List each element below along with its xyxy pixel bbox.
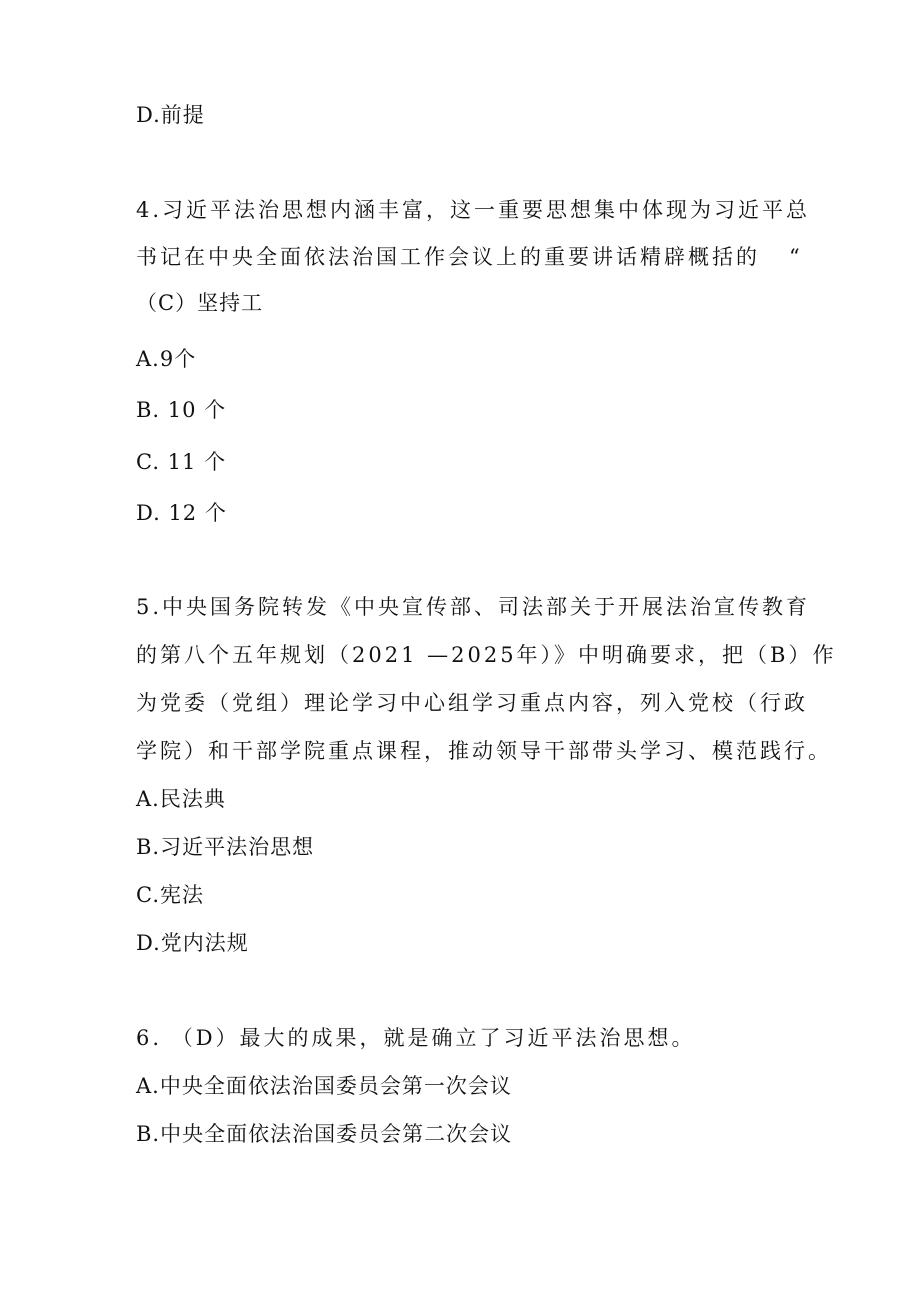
- q6-option-a: A.中央全面依法治国委员会第一次会议: [136, 1074, 512, 1098]
- q5-option-b: B.习近平法治思想: [136, 835, 315, 859]
- q5-option-a: A.民法典: [136, 787, 226, 811]
- q5-line-3: 为党委（党组）理论学习中心组学习重点内容，列入党校（行政: [136, 691, 808, 715]
- q5-line-1: 5.中央国务院转发《中央宣传部、司法部关于开展法治宣传教育: [136, 595, 811, 619]
- q4-line-3: （C）坚持工: [136, 291, 264, 315]
- q4-option-d: D. 12 个: [136, 501, 227, 525]
- q6-option-b: B.中央全面依法治国委员会第二次会议: [136, 1122, 513, 1146]
- q5-option-d: D.党内法规: [136, 931, 249, 955]
- prev-option-d: D.前提: [136, 103, 205, 127]
- q5-option-c: C.宪法: [136, 883, 204, 907]
- q5-line-2: 的第八个五年规划（2021 —2025年）》中明确要求，把（B）作: [136, 643, 837, 667]
- q4-line-2: 书记在中央全面依法治国工作会议上的重要讲话精辟概括的 “: [136, 245, 803, 269]
- q4-option-b: B. 10 个: [136, 398, 227, 422]
- q4-option-c: C. 11 个: [136, 450, 227, 474]
- q6-line-1: 6. （D）最大的成果，就是确立了习近平法治思想。: [136, 1026, 696, 1050]
- q5-line-4: 学院）和干部学院重点课程，推动领导干部带头学习、模范践行。: [136, 739, 832, 763]
- q4-line-1: 4.习近平法治思想内涵丰富，这一重要思想集中体现为习近平总: [136, 198, 811, 222]
- q4-option-a: A.9个: [136, 347, 197, 371]
